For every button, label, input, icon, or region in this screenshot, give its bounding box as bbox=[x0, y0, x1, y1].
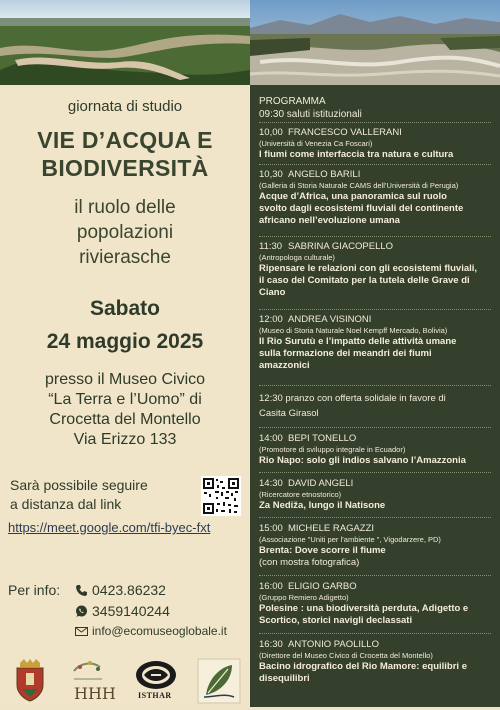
title-line-2: BIODIVERSITÀ bbox=[41, 155, 209, 181]
slot-affiliation: (Gruppo Remiero Adigetto) bbox=[259, 593, 349, 602]
slot-affiliation: (Università di Venezia Ca Foscari) bbox=[259, 139, 373, 148]
subtitle-line-1: il ruolo delle bbox=[74, 197, 176, 218]
programme-slot bbox=[259, 478, 499, 512]
slot-talk-title: disequilibri bbox=[259, 673, 310, 684]
isthar-label: ISTHAR bbox=[138, 691, 172, 700]
venue-line-2: “La Terra e l’Uomo” di bbox=[48, 391, 202, 408]
programme-slot bbox=[259, 241, 499, 299]
slot-note: (con mostra fotografica) bbox=[259, 557, 360, 568]
slot-speaker: DAVID ANGELI bbox=[288, 478, 354, 489]
leaf-logo bbox=[198, 659, 240, 708]
slot-talk-title: Rio Napo: solo gli indios salvano l’Amazzonia bbox=[259, 455, 466, 466]
subtitle-line-3: rivierasche bbox=[79, 247, 171, 268]
slot-speaker: MICHELE RAGAZZI bbox=[288, 523, 375, 534]
slot-talk-title: I fiumi come interfaccia tra natura e cultura bbox=[259, 149, 454, 160]
slot-talk-title: sulla formazione dei meandri dei fiumi bbox=[259, 348, 432, 359]
slot-time: 10,00 bbox=[259, 127, 283, 138]
event-title bbox=[0, 126, 250, 182]
slot-talk-title: Acque d’Africa, una panoramica sul ruolo bbox=[259, 191, 447, 202]
slot-time: 11:30 bbox=[259, 241, 283, 252]
email-address: info@ecomuseoglobale.it bbox=[92, 624, 227, 638]
opening-greetings: 09:30 saluti istituzionali bbox=[259, 109, 362, 120]
slot-time: 14:30 bbox=[259, 478, 283, 489]
slot-time: 16:30 bbox=[259, 639, 283, 650]
crocetta-coat-of-arms-logo bbox=[14, 659, 46, 706]
divider bbox=[259, 427, 491, 428]
slot-affiliation: (Galleria di Storia Naturale CAMS dell’Università di Perugia) bbox=[259, 181, 459, 190]
divider bbox=[259, 517, 491, 518]
slot-time: 12:00 bbox=[259, 314, 283, 325]
whatsapp-icon bbox=[75, 605, 88, 618]
slot-affiliation: (Promotore di sviluppo integrale in Ecuador) bbox=[259, 445, 406, 454]
programme-slot bbox=[259, 169, 499, 227]
programme-slot bbox=[259, 314, 499, 372]
slot-talk-title: Brenta: Dove scorre il fiume bbox=[259, 545, 386, 556]
divider bbox=[259, 122, 491, 123]
info-label: Per info: bbox=[8, 582, 61, 598]
divider bbox=[259, 472, 491, 473]
event-subtitle bbox=[0, 195, 250, 270]
isthar-logo bbox=[132, 659, 180, 710]
slot-talk-title: Polesine : una biodiversità perduta, Adigetto e bbox=[259, 603, 469, 614]
venue-line-1: presso il Museo Civico bbox=[44, 371, 206, 388]
venue-address bbox=[0, 370, 250, 450]
partner-logos bbox=[0, 655, 250, 705]
mail-icon bbox=[75, 625, 88, 638]
divider bbox=[259, 385, 491, 386]
remote-info bbox=[10, 476, 190, 514]
slot-affiliation: (Associazione "Uniti per l’ambiente ", Vigodarzere, PD) bbox=[259, 535, 441, 544]
slot-talk-title: amazzonici bbox=[259, 360, 310, 371]
ecomuseo-logo bbox=[70, 657, 116, 708]
email-contact[interactable] bbox=[75, 624, 227, 638]
divider bbox=[259, 575, 491, 576]
phone-number: 0423.86232 bbox=[92, 582, 166, 598]
slot-time: 14:00 bbox=[259, 433, 283, 444]
phone-contact[interactable] bbox=[75, 582, 166, 598]
slot-talk-title: il caso del Comitato per la tutela delle Grave di bbox=[259, 275, 470, 286]
slot-speaker: ANGELO BARILI bbox=[288, 169, 361, 180]
programme-slot bbox=[259, 581, 499, 627]
divider bbox=[259, 309, 491, 310]
slot-affiliation: (Antropologa culturale) bbox=[259, 253, 335, 262]
study-day-label: giornata di studio bbox=[67, 98, 183, 115]
slot-speaker: ANTONIO PAOLILLO bbox=[288, 639, 379, 650]
slot-time: 10,30 bbox=[259, 169, 283, 180]
qr-code-icon[interactable] bbox=[201, 476, 241, 516]
svg-text:HHH: HHH bbox=[74, 684, 116, 703]
slot-time: 15:00 bbox=[259, 523, 283, 534]
lunch-break bbox=[259, 393, 499, 420]
venue-line-3: Crocetta del Montello bbox=[49, 411, 201, 428]
slot-time: 16:00 bbox=[259, 581, 283, 592]
slot-talk-title: Il Rio Surutù e l’impatto delle attività umane bbox=[259, 336, 457, 347]
programme-slot bbox=[259, 127, 499, 161]
programme-slot bbox=[259, 433, 499, 467]
whatsapp-number: 3459140244 bbox=[92, 603, 170, 619]
divider bbox=[259, 633, 491, 634]
programme-panel bbox=[250, 85, 500, 707]
slot-affiliation: (Museo di Storia Naturale Noel Kempff Mercado, Bolivia) bbox=[259, 326, 448, 335]
programme-slot bbox=[259, 639, 499, 685]
slot-speaker: FRANCESCO VALLERANI bbox=[288, 127, 402, 138]
phone-icon bbox=[75, 584, 88, 597]
lunch-note: 12:30 pranzo con offerta solidale in favore di bbox=[259, 393, 446, 404]
slot-talk-title: africano nell’evoluzione umana bbox=[259, 215, 400, 226]
slot-talk-title: Bacino idrografico del Rio Mamore: equilibri e bbox=[259, 661, 467, 672]
divider bbox=[259, 236, 491, 237]
programme-header bbox=[259, 95, 362, 121]
slot-speaker: SABRINA GIACOPELLO bbox=[288, 241, 394, 252]
event-date: 24 maggio 2025 bbox=[46, 330, 204, 353]
slot-speaker: ELIGIO GARBO bbox=[288, 581, 357, 592]
river-photo-left bbox=[0, 0, 250, 85]
venue-line-4: Via Erizzo 133 bbox=[73, 431, 177, 448]
meeting-link[interactable]: https://meet.google.com/tfi-byec-fxt bbox=[8, 520, 211, 535]
slot-talk-title: Za Nediža, lungo il Natisone bbox=[259, 500, 386, 511]
remote-line-2: a distanza dal link bbox=[10, 496, 122, 512]
slot-speaker: BEPI TONELLO bbox=[288, 433, 357, 444]
whatsapp-contact[interactable] bbox=[75, 603, 170, 619]
title-line-1: VIE D’ACQUA E bbox=[37, 127, 213, 153]
slot-affiliation: (Direttore del Museo Civico di Crocetta del Montello) bbox=[259, 651, 433, 660]
divider bbox=[259, 164, 491, 165]
slot-talk-title: Scortico, storici navigli declassati bbox=[259, 615, 413, 626]
lunch-note: Casita Girasol bbox=[259, 408, 319, 419]
event-day: Sabato bbox=[89, 297, 160, 320]
programme-title: PROGRAMMA bbox=[259, 96, 326, 107]
slot-talk-title: Ripensare le relazioni con gli ecosistemi fluviali, bbox=[259, 263, 478, 274]
slot-talk-title: svolto dagli ecosistemi fluviali del continente bbox=[259, 203, 464, 214]
subtitle-line-2: popolazioni bbox=[76, 222, 174, 243]
slot-talk-title: Ciano bbox=[259, 287, 286, 298]
remote-line-1: Sarà possibile seguire bbox=[10, 477, 148, 493]
slot-speaker: ANDREA VISINONI bbox=[288, 314, 372, 325]
slot-affiliation: (Ricercatore etnostorico) bbox=[259, 490, 342, 499]
river-photo-right bbox=[250, 0, 500, 85]
programme-slot bbox=[259, 523, 499, 569]
